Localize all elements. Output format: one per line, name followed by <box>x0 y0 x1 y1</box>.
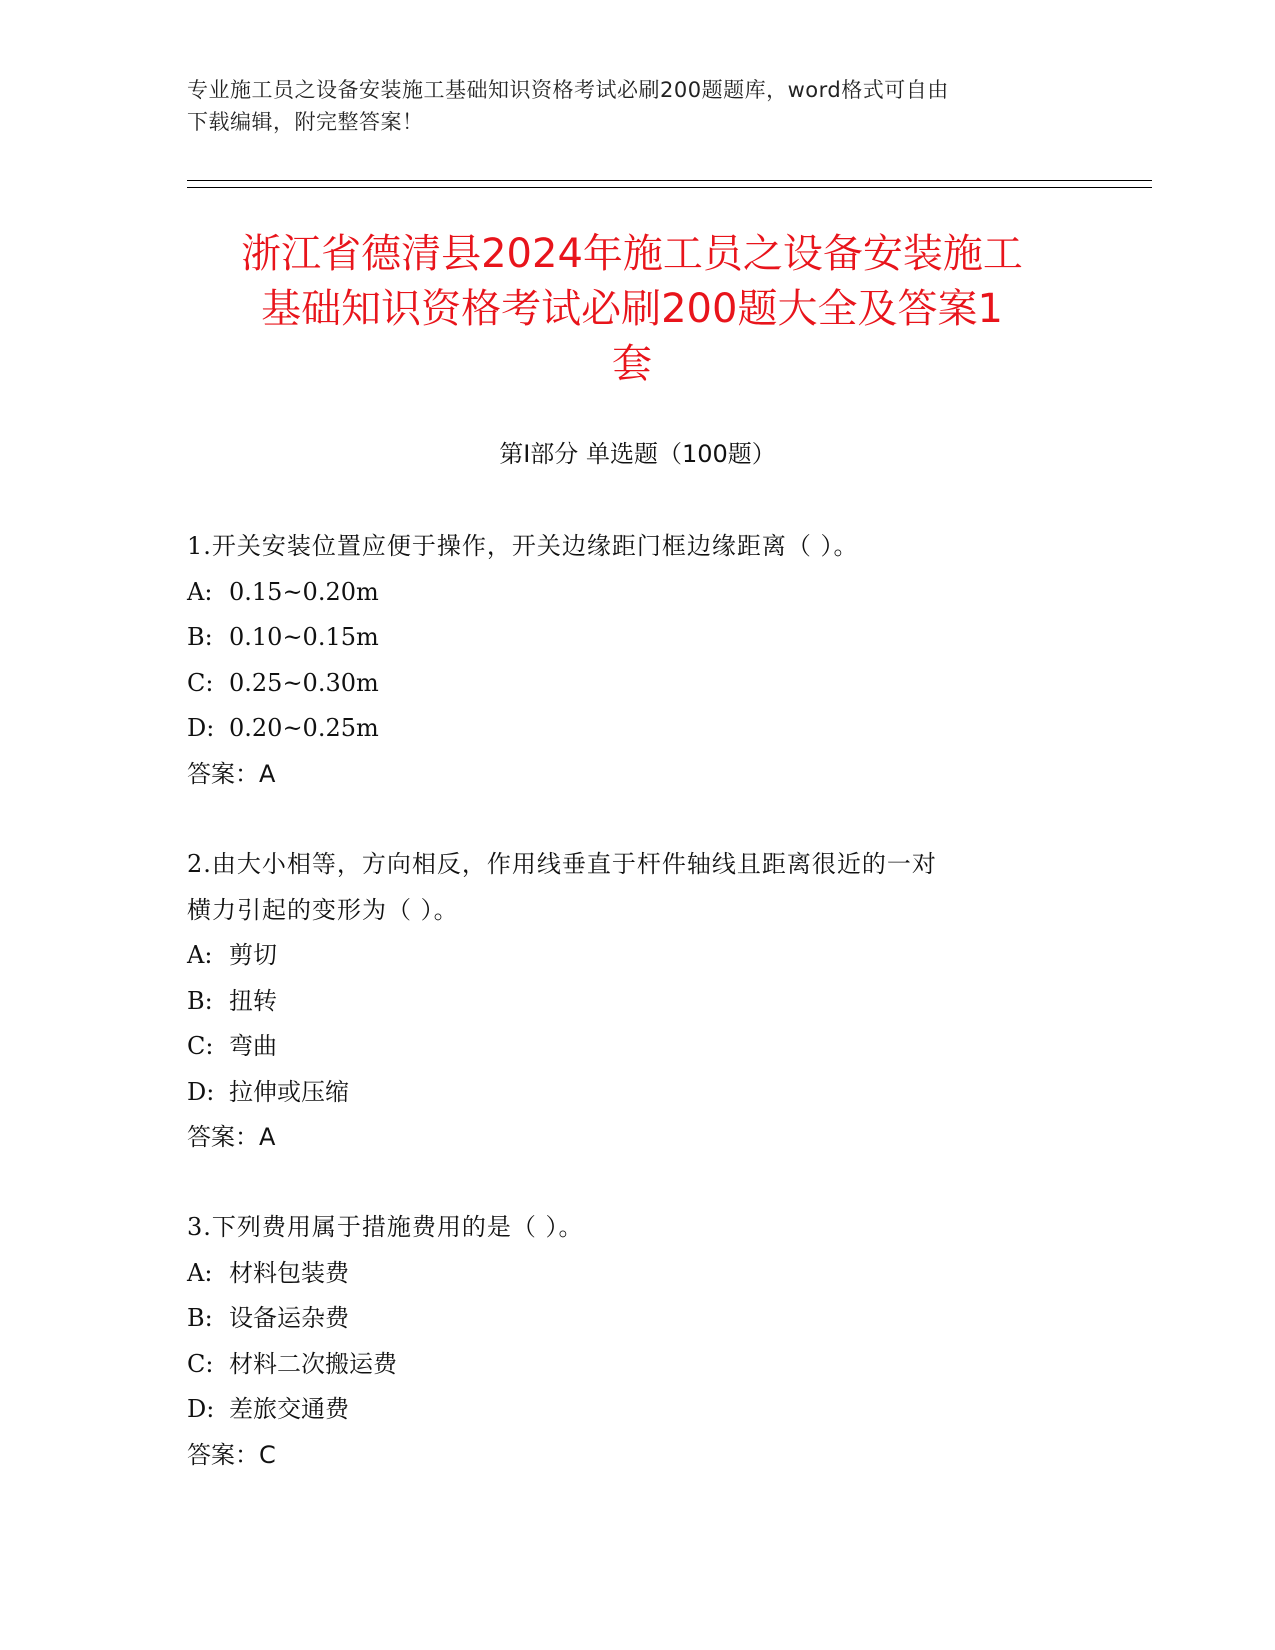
option-d <box>187 706 1087 752</box>
option-a <box>187 933 1087 979</box>
option-c <box>187 1024 1087 1070</box>
option-text: 0.20~0.25m <box>229 714 379 742</box>
option-d <box>187 1387 1087 1433</box>
question-stem: 2.由大小相等，方向相反，作用线垂直于杆件轴线且距离很近的一对 <box>187 850 937 878</box>
answer-line: 答案：A <box>187 759 276 788</box>
option-letter: C: <box>187 1349 214 1378</box>
option-letter: D: <box>187 1077 215 1106</box>
option-letter: C: <box>187 668 214 697</box>
section-title: 第Ⅰ部分 单选题（100题） <box>499 440 776 468</box>
option-text: 0.10~0.15m <box>229 623 379 651</box>
option-letter: C: <box>187 1032 214 1060</box>
header-note-line1: 专业施工员之设备安装施工基础知识资格考试必刷200题题库，word格式可自由 <box>187 78 949 102</box>
option-letter: D: <box>187 1395 215 1423</box>
document-title <box>187 227 1077 392</box>
question-2 <box>187 842 1087 1161</box>
option-letter: B: <box>187 986 213 1015</box>
option-d <box>187 1070 1087 1116</box>
question-1 <box>187 524 1087 797</box>
question-stem-continued: 横力引起的变形为（ ）。 <box>187 895 459 924</box>
option-text: 0.25~0.30m <box>229 668 379 697</box>
option-letter: B: <box>187 1304 213 1332</box>
option-text: 设备运杂费 <box>229 1304 349 1332</box>
option-b <box>187 615 1087 661</box>
option-text: 扭转 <box>229 986 277 1015</box>
question-stem: 3.下列费用属于措施费用的是（ ）。 <box>187 1213 584 1241</box>
option-b <box>187 1296 1087 1342</box>
header-divider-bottom <box>187 187 1152 188</box>
option-letter: A: <box>187 941 213 969</box>
option-text: 0.15~0.20m <box>229 577 379 606</box>
header-note-line2: 下载编辑，附完整答案！ <box>187 110 424 134</box>
option-c <box>187 1342 1087 1388</box>
document-title-line3: 套 <box>612 341 652 387</box>
option-a <box>187 1251 1087 1297</box>
option-text: 材料包装费 <box>229 1258 349 1287</box>
answer-line: 答案：A <box>187 1123 276 1151</box>
option-c <box>187 661 1087 707</box>
header-note <box>187 74 1087 138</box>
header-divider-top <box>187 180 1152 181</box>
option-text: 差旅交通费 <box>229 1395 349 1423</box>
option-text: 剪切 <box>229 941 277 969</box>
option-text: 材料二次搬运费 <box>229 1349 397 1378</box>
option-letter: D: <box>187 714 215 742</box>
document-title-line2: 基础知识资格考试必刷200题大全及答案1 <box>261 286 1003 332</box>
question-stem: 1.开关安装位置应便于操作，开关边缘距门框边缘距离（ ）。 <box>187 532 859 560</box>
answer-line: 答案：C <box>187 1440 276 1469</box>
option-text: 弯曲 <box>229 1032 277 1060</box>
option-letter: A: <box>187 577 213 606</box>
question-3 <box>187 1205 1087 1478</box>
option-letter: A: <box>187 1258 213 1287</box>
option-a <box>187 570 1087 616</box>
option-text: 拉伸或压缩 <box>229 1077 349 1106</box>
option-letter: B: <box>187 623 213 651</box>
option-b <box>187 979 1087 1025</box>
document-title-line1: 浙江省德清县2024年施工员之设备安装施工 <box>241 231 1023 277</box>
